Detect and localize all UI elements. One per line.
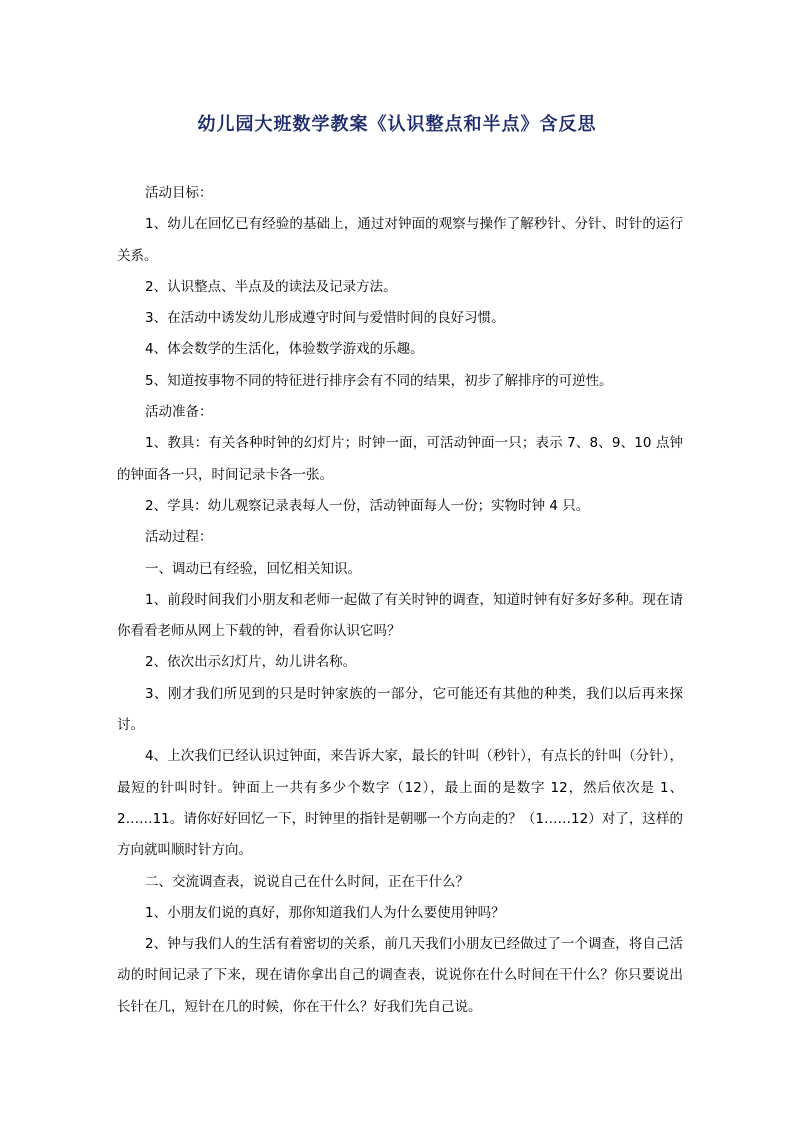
paragraph: 2、依次出示幻灯片，幼儿讲名称。 — [145, 654, 357, 671]
paragraph: 一、调动已有经验，回忆相关知识。 — [145, 560, 361, 577]
section-heading-goals: 活动目标： — [145, 185, 213, 201]
paragraph: 1、小朋友们说的真好，那你知道我们人为什么要使用钟吗？ — [145, 904, 505, 921]
section-heading-preparation: 活动准备： — [145, 404, 213, 421]
section-heading-process: 活动过程： — [145, 529, 213, 546]
paragraph: 5、知道按事物不同的特征进行排序会有不同的结果，初步了解排序的可逆性。 — [145, 372, 613, 389]
paragraph: 2、认识整点、半点及的读法及记录方法。 — [145, 278, 397, 295]
paragraph: 4、体会数学的生活化，体验数学游戏的乐趣。 — [145, 341, 424, 358]
paragraph: 二、交流调查表，说说自己在什么时间，正在干什么？ — [145, 873, 469, 890]
paragraph: 3、刚才我们所见到的只是时钟家族的一部分，它可能还有其他的种类，我们以后再来探讨。 — [117, 685, 683, 734]
paragraph: 1、幼儿在回忆已有经验的基础上，通过对钟面的观察与操作了解秒针、分针、时针的运行关系。 — [117, 216, 683, 264]
paragraph: 1、教具：有关各种时钟的幻灯片；时钟一面，可活动钟面一只；表示 7、8、9、10 点钟的钟面各一只，时间记录卡各一张。 — [117, 435, 683, 483]
paragraph: 2、钟与我们人的生活有着密切的关系，前几天我们小朋友已经做过了一个调查，将自己活动的时间记录了下来，现在请你拿出自己的调查表，说说你在什么时间在干什么？你只要说出长针在几，短针在几的时候，你在干什么？好我们先自己说。 — [117, 936, 683, 1015]
paragraph: 3、在活动中诱发幼儿形成遵守时间与爱惜时间的良好习惯。 — [145, 310, 505, 327]
paragraph: 1、前段时间我们小朋友和老师一起做了有关时钟的调查，知道时钟有好多好多种。现在请你看看老师从网上下载的钟，看看你认识它吗？ — [117, 591, 683, 640]
paragraph: 2、学具：幼儿观察记录表每人一份，活动钟面每人一份；实物时钟 4 只。 — [145, 497, 590, 514]
document-body — [117, 178, 683, 1023]
document-title: 幼儿园大班数学教案《认识整点和半点》含反思 — [197, 114, 597, 135]
paragraph: 4、上次我们已经认识过钟面，来告诉大家，最长的针叫（秒针），有点长的针叫（分针），最短的针叫时针。钟面上一共有多少个数字（12），最上面的是数字 12，然后依次是 1、2……11。请你好好回忆一下，时钟里的指针是朝哪一个方向走的？（1……12）对了，这样的方向就叫顺时针方向。 — [117, 748, 683, 859]
